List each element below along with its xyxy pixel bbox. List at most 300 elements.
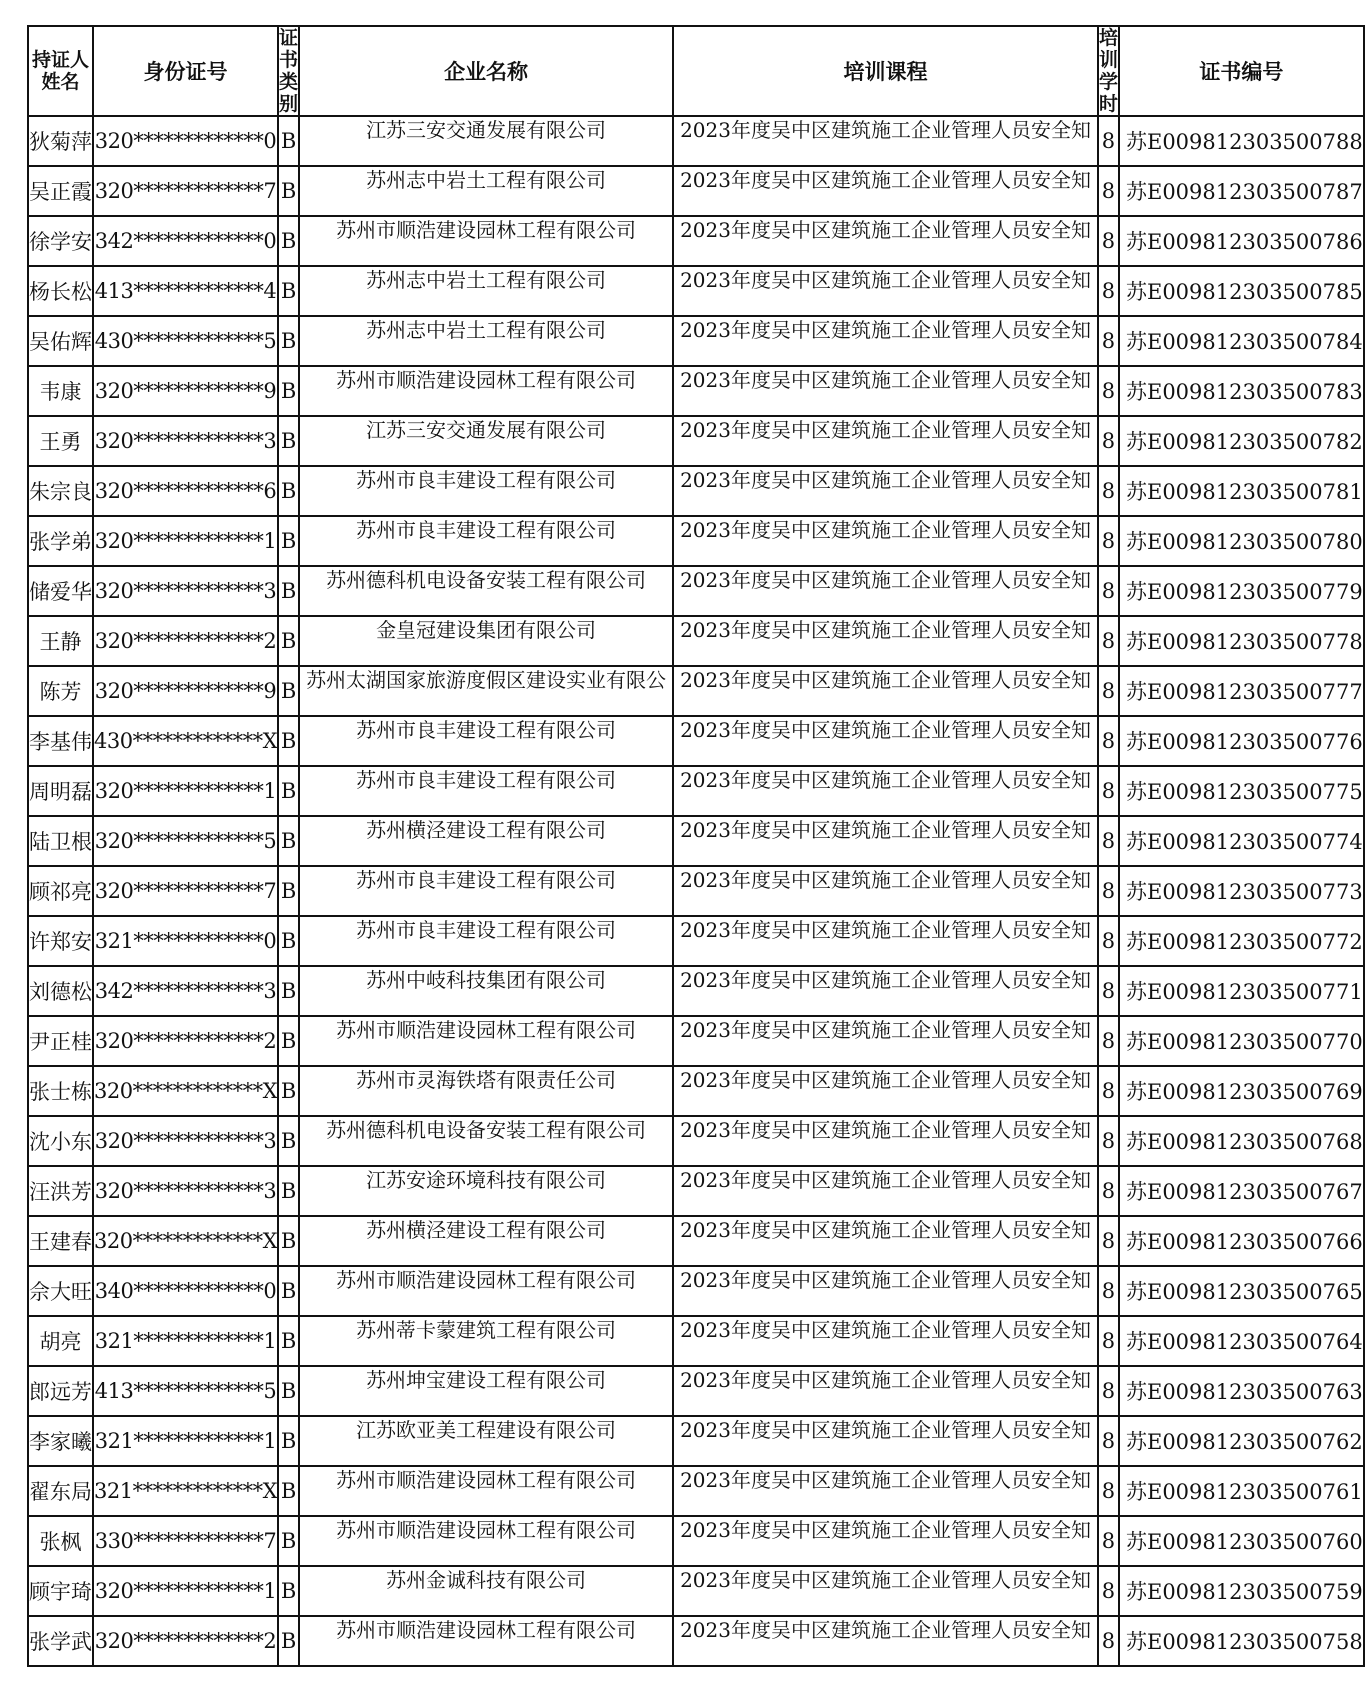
table-row (28, 1366, 1364, 1416)
cell-cert-number: 苏E009812303500775 (1119, 766, 1364, 816)
cell-course (673, 1266, 1098, 1316)
cell-id-number: 320*************3 (93, 416, 278, 466)
table-row (28, 216, 1364, 266)
cell-id-number: 321*************X (93, 1466, 278, 1516)
cell-cert-number: 苏E009812303500784 (1119, 316, 1364, 366)
cell-company (299, 566, 673, 616)
cell-holder-name: 刘德松 (28, 966, 93, 1016)
cell-course (673, 616, 1098, 666)
cell-id-number: 342*************0 (93, 216, 278, 266)
cell-company-text: 苏州志中岩土工程有限公司 (366, 168, 607, 192)
cell-training-hours: 8 (1098, 1016, 1119, 1066)
cell-cert-number: 苏E009812303500781 (1119, 466, 1364, 516)
cell-holder-name: 杨长松 (28, 266, 93, 316)
header-cert-number: 证书编号 (1119, 26, 1364, 116)
table-row (28, 866, 1364, 916)
header-holder-name-line2: 姓名 (41, 71, 80, 93)
cell-course-text: 2023年度吴中区建筑施工企业管理人员安全知 (680, 1218, 1091, 1242)
cell-company-text: 苏州中岐科技集团有限公司 (366, 968, 607, 992)
cell-holder-name: 朱宗良 (28, 466, 93, 516)
cell-cert-category: B (278, 966, 299, 1016)
cell-company (299, 916, 673, 966)
cell-company (299, 416, 673, 466)
cell-course (673, 1216, 1098, 1266)
cell-id-number: 320*************0 (93, 116, 278, 166)
cell-course-text: 2023年度吴中区建筑施工企业管理人员安全知 (680, 118, 1091, 142)
cell-cert-number: 苏E009812303500788 (1119, 116, 1364, 166)
cell-holder-name: 李基伟 (28, 716, 93, 766)
cell-training-hours: 8 (1098, 416, 1119, 466)
cell-company (299, 1316, 673, 1366)
cell-course-text: 2023年度吴中区建筑施工企业管理人员安全知 (680, 1318, 1091, 1342)
cell-cert-number: 苏E009812303500776 (1119, 716, 1364, 766)
cell-course (673, 1366, 1098, 1416)
cell-company-text: 苏州市顺浩建设园林工程有限公司 (336, 1268, 637, 1292)
cell-holder-name: 王勇 (28, 416, 93, 466)
cell-course (673, 1066, 1098, 1116)
cell-cert-number: 苏E009812303500773 (1119, 866, 1364, 916)
cell-cert-category: B (278, 166, 299, 216)
cell-cert-number: 苏E009812303500769 (1119, 1066, 1364, 1116)
cell-cert-number: 苏E009812303500770 (1119, 1016, 1364, 1066)
cell-holder-name: 王静 (28, 616, 93, 666)
table-row (28, 116, 1364, 166)
cell-company-text: 金皇冠建设集团有限公司 (376, 618, 597, 642)
cell-holder-name: 顾宇琦 (28, 1566, 93, 1616)
cell-company-text: 江苏欧亚美工程建设有限公司 (356, 1418, 617, 1442)
cell-course-text: 2023年度吴中区建筑施工企业管理人员安全知 (680, 168, 1091, 192)
table-row (28, 1566, 1364, 1616)
cell-course-text: 2023年度吴中区建筑施工企业管理人员安全知 (680, 518, 1091, 542)
cell-course-text: 2023年度吴中区建筑施工企业管理人员安全知 (680, 418, 1091, 442)
cell-cert-category: B (278, 816, 299, 866)
cell-course (673, 1416, 1098, 1466)
cell-company-text: 苏州太湖国家旅游度假区建设实业有限公 (306, 668, 667, 692)
header-training-hours-line1: 培训 (1098, 27, 1118, 71)
cell-course (673, 1116, 1098, 1166)
cell-company-text: 苏州德科机电设备安装工程有限公司 (326, 1118, 647, 1142)
cell-cert-category: B (278, 716, 299, 766)
table-row (28, 1266, 1364, 1316)
cell-id-number: 320*************9 (93, 366, 278, 416)
table-row (28, 316, 1364, 366)
header-training-hours-line2: 学时 (1098, 71, 1118, 115)
cell-company (299, 816, 673, 866)
cell-cert-number: 苏E009812303500758 (1119, 1616, 1364, 1666)
cell-company-text: 苏州市顺浩建设园林工程有限公司 (336, 368, 637, 392)
cell-course-text: 2023年度吴中区建筑施工企业管理人员安全知 (680, 218, 1091, 242)
cell-course (673, 1616, 1098, 1666)
cell-company (299, 166, 673, 216)
cell-course (673, 116, 1098, 166)
cell-id-number: 320*************2 (93, 616, 278, 666)
header-row (28, 26, 1364, 116)
cell-holder-name: 吴佑辉 (28, 316, 93, 366)
cell-id-number: 321*************0 (93, 916, 278, 966)
table-body (28, 116, 1364, 1666)
cell-training-hours: 8 (1098, 666, 1119, 716)
cell-training-hours: 8 (1098, 1066, 1119, 1116)
cell-training-hours: 8 (1098, 866, 1119, 916)
cell-cert-number: 苏E009812303500786 (1119, 216, 1364, 266)
cell-company-text: 苏州市顺浩建设园林工程有限公司 (336, 218, 637, 242)
cell-cert-number: 苏E009812303500783 (1119, 366, 1364, 416)
cell-cert-category: B (278, 1016, 299, 1066)
cell-training-hours: 8 (1098, 1166, 1119, 1216)
table-row (28, 666, 1364, 716)
cell-cert-category: B (278, 1116, 299, 1166)
cell-cert-category: B (278, 616, 299, 666)
cell-course-text: 2023年度吴中区建筑施工企业管理人员安全知 (680, 1268, 1091, 1292)
cell-company (299, 866, 673, 916)
table-row (28, 366, 1364, 416)
cell-training-hours: 8 (1098, 216, 1119, 266)
table-row (28, 766, 1364, 816)
cell-cert-category: B (278, 1166, 299, 1216)
cell-holder-name: 陆卫根 (28, 816, 93, 866)
cell-id-number: 320*************X (93, 1066, 278, 1116)
cell-id-number: 320*************1 (93, 516, 278, 566)
table-row (28, 1216, 1364, 1266)
cell-course (673, 716, 1098, 766)
cell-cert-number: 苏E009812303500778 (1119, 616, 1364, 666)
cell-company (299, 1116, 673, 1166)
cell-course-text: 2023年度吴中区建筑施工企业管理人员安全知 (680, 568, 1091, 592)
cell-company (299, 1466, 673, 1516)
cell-id-number: 320*************1 (93, 766, 278, 816)
cell-course (673, 1566, 1098, 1616)
cell-course (673, 916, 1098, 966)
cell-course-text: 2023年度吴中区建筑施工企业管理人员安全知 (680, 368, 1091, 392)
cell-company-text: 苏州蒂卡蒙建筑工程有限公司 (356, 1318, 617, 1342)
table-row (28, 466, 1364, 516)
cell-company (299, 1066, 673, 1116)
cell-id-number: 413*************5 (93, 1366, 278, 1416)
cell-course-text: 2023年度吴中区建筑施工企业管理人员安全知 (680, 1068, 1091, 1092)
cell-cert-category: B (278, 1216, 299, 1266)
cell-cert-number: 苏E009812303500787 (1119, 166, 1364, 216)
cell-cert-category: B (278, 1516, 299, 1566)
cell-company-text: 苏州坤宝建设工程有限公司 (366, 1368, 607, 1392)
cell-company-text: 苏州市良丰建设工程有限公司 (356, 518, 617, 542)
table-row (28, 1016, 1364, 1066)
cell-id-number: 413*************4 (93, 266, 278, 316)
cell-cert-category: B (278, 1466, 299, 1516)
cell-company-text: 苏州市灵海铁塔有限责任公司 (356, 1068, 617, 1092)
cell-id-number: 342*************3 (93, 966, 278, 1016)
cell-training-hours: 8 (1098, 1466, 1119, 1516)
cell-company (299, 716, 673, 766)
cell-course (673, 566, 1098, 616)
cell-cert-number: 苏E009812303500767 (1119, 1166, 1364, 1216)
cell-course-text: 2023年度吴中区建筑施工企业管理人员安全知 (680, 468, 1091, 492)
cell-course-text: 2023年度吴中区建筑施工企业管理人员安全知 (680, 1168, 1091, 1192)
cell-course (673, 1466, 1098, 1516)
cell-training-hours: 8 (1098, 1316, 1119, 1366)
cell-course-text: 2023年度吴中区建筑施工企业管理人员安全知 (680, 868, 1091, 892)
cell-company (299, 316, 673, 366)
cell-training-hours: 8 (1098, 1616, 1119, 1666)
cell-holder-name: 周明磊 (28, 766, 93, 816)
cell-id-number: 320*************2 (93, 1016, 278, 1066)
cell-course-text: 2023年度吴中区建筑施工企业管理人员安全知 (680, 318, 1091, 342)
cell-company (299, 216, 673, 266)
cell-company-text: 苏州市良丰建设工程有限公司 (356, 768, 617, 792)
cell-holder-name: 陈芳 (28, 666, 93, 716)
cell-company (299, 1516, 673, 1566)
cell-company-text: 苏州市良丰建设工程有限公司 (356, 718, 617, 742)
cell-id-number: 320*************X (93, 1216, 278, 1266)
cell-cert-category: B (278, 666, 299, 716)
cell-cert-number: 苏E009812303500766 (1119, 1216, 1364, 1266)
cell-course-text: 2023年度吴中区建筑施工企业管理人员安全知 (680, 268, 1091, 292)
cell-training-hours: 8 (1098, 316, 1119, 366)
cell-cert-category: B (278, 566, 299, 616)
cell-cert-category: B (278, 316, 299, 366)
cell-training-hours: 8 (1098, 966, 1119, 1016)
table-row (28, 516, 1364, 566)
table-row (28, 1416, 1364, 1466)
cell-cert-category: B (278, 116, 299, 166)
cell-holder-name: 郎远芳 (28, 1366, 93, 1416)
cell-id-number: 321*************1 (93, 1416, 278, 1466)
cell-id-number: 320*************3 (93, 1116, 278, 1166)
cell-holder-name: 翟东局 (28, 1466, 93, 1516)
table-row (28, 966, 1364, 1016)
cell-company (299, 1416, 673, 1466)
cell-company (299, 1216, 673, 1266)
cell-company-text: 苏州志中岩土工程有限公司 (366, 318, 607, 342)
cell-course-text: 2023年度吴中区建筑施工企业管理人员安全知 (680, 718, 1091, 742)
cell-holder-name: 张学弟 (28, 516, 93, 566)
cell-training-hours: 8 (1098, 1416, 1119, 1466)
table-row (28, 1316, 1364, 1366)
table-row (28, 1466, 1364, 1516)
cell-course-text: 2023年度吴中区建筑施工企业管理人员安全知 (680, 1468, 1091, 1492)
cell-holder-name: 顾祁亮 (28, 866, 93, 916)
cell-cert-number: 苏E009812303500763 (1119, 1366, 1364, 1416)
cell-holder-name: 张学武 (28, 1616, 93, 1666)
cell-course-text: 2023年度吴中区建筑施工企业管理人员安全知 (680, 668, 1091, 692)
cell-cert-category: B (278, 916, 299, 966)
cell-course-text: 2023年度吴中区建筑施工企业管理人员安全知 (680, 768, 1091, 792)
cell-course-text: 2023年度吴中区建筑施工企业管理人员安全知 (680, 1568, 1091, 1592)
cell-holder-name: 胡亮 (28, 1316, 93, 1366)
cell-cert-category: B (278, 1416, 299, 1466)
cell-training-hours: 8 (1098, 166, 1119, 216)
cell-course (673, 666, 1098, 716)
cell-course (673, 1516, 1098, 1566)
cell-id-number: 320*************7 (93, 866, 278, 916)
cell-cert-number: 苏E009812303500762 (1119, 1416, 1364, 1466)
cell-company (299, 666, 673, 716)
cell-course-text: 2023年度吴中区建筑施工企业管理人员安全知 (680, 1518, 1091, 1542)
table-row (28, 416, 1364, 466)
cell-company (299, 116, 673, 166)
cell-company-text: 苏州市顺浩建设园林工程有限公司 (336, 1018, 637, 1042)
cell-training-hours: 8 (1098, 116, 1119, 166)
cell-company (299, 1016, 673, 1066)
cell-company (299, 1566, 673, 1616)
cell-id-number: 430*************5 (93, 316, 278, 366)
cell-company-text: 苏州德科机电设备安装工程有限公司 (326, 568, 647, 592)
cell-id-number: 340*************0 (93, 1266, 278, 1316)
cell-cert-category: B (278, 1266, 299, 1316)
cell-course (673, 816, 1098, 866)
cell-company-text: 江苏三安交通发展有限公司 (366, 418, 607, 442)
cell-company (299, 616, 673, 666)
cell-training-hours: 8 (1098, 716, 1119, 766)
certificate-table (27, 25, 1365, 1667)
table-row (28, 916, 1364, 966)
cell-id-number: 320*************2 (93, 1616, 278, 1666)
cell-cert-number: 苏E009812303500759 (1119, 1566, 1364, 1616)
cell-cert-number: 苏E009812303500760 (1119, 1516, 1364, 1566)
header-cert-category (278, 26, 299, 116)
cell-id-number: 320*************3 (93, 1166, 278, 1216)
cell-company (299, 466, 673, 516)
cell-cert-category: B (278, 866, 299, 916)
cell-company-text: 江苏三安交通发展有限公司 (366, 118, 607, 142)
cell-company (299, 966, 673, 1016)
cell-course (673, 766, 1098, 816)
cell-cert-number: 苏E009812303500782 (1119, 416, 1364, 466)
cell-course (673, 1166, 1098, 1216)
cell-holder-name: 沈小东 (28, 1116, 93, 1166)
cell-company (299, 1616, 673, 1666)
cell-company-text: 苏州市顺浩建设园林工程有限公司 (336, 1618, 637, 1642)
cell-cert-number: 苏E009812303500768 (1119, 1116, 1364, 1166)
cell-course (673, 366, 1098, 416)
cell-company (299, 516, 673, 566)
cell-course (673, 266, 1098, 316)
table-row (28, 1516, 1364, 1566)
cell-cert-category: B (278, 1616, 299, 1666)
cell-id-number: 320*************6 (93, 466, 278, 516)
cell-training-hours: 8 (1098, 516, 1119, 566)
cell-holder-name: 汪洪芳 (28, 1166, 93, 1216)
table-header (28, 26, 1364, 116)
cell-company (299, 366, 673, 416)
table-row (28, 566, 1364, 616)
cell-holder-name: 狄菊萍 (28, 116, 93, 166)
table-row (28, 816, 1364, 866)
header-holder-name-line1: 持证人 (31, 49, 89, 71)
cell-id-number: 430*************X (93, 716, 278, 766)
cell-company-text: 苏州市良丰建设工程有限公司 (356, 468, 617, 492)
cell-course (673, 416, 1098, 466)
cell-training-hours: 8 (1098, 766, 1119, 816)
cell-holder-name: 许郑安 (28, 916, 93, 966)
cell-course (673, 166, 1098, 216)
cell-company (299, 766, 673, 816)
cell-holder-name: 张士栋 (28, 1066, 93, 1116)
cell-course-text: 2023年度吴中区建筑施工企业管理人员安全知 (680, 1418, 1091, 1442)
header-course: 培训课程 (673, 26, 1098, 116)
cell-training-hours: 8 (1098, 466, 1119, 516)
cell-holder-name: 佘大旺 (28, 1266, 93, 1316)
cell-course-text: 2023年度吴中区建筑施工企业管理人员安全知 (680, 1118, 1091, 1142)
cell-cert-number: 苏E009812303500765 (1119, 1266, 1364, 1316)
table-row (28, 166, 1364, 216)
cell-cert-number: 苏E009812303500777 (1119, 666, 1364, 716)
cell-cert-number: 苏E009812303500761 (1119, 1466, 1364, 1516)
cell-id-number: 321*************1 (93, 1316, 278, 1366)
cell-cert-category: B (278, 366, 299, 416)
cell-holder-name: 李家曦 (28, 1416, 93, 1466)
cell-course (673, 216, 1098, 266)
cell-holder-name: 张枫 (28, 1516, 93, 1566)
cell-course-text: 2023年度吴中区建筑施工企业管理人员安全知 (680, 1618, 1091, 1642)
cell-cert-category: B (278, 1066, 299, 1116)
cell-company-text: 苏州市良丰建设工程有限公司 (356, 918, 617, 942)
cell-training-hours: 8 (1098, 566, 1119, 616)
cell-cert-category: B (278, 1366, 299, 1416)
header-cert-category-line2: 类别 (279, 71, 299, 115)
cell-holder-name: 王建春 (28, 1216, 93, 1266)
cell-company-text: 江苏安途环境科技有限公司 (366, 1168, 607, 1192)
cell-company (299, 1366, 673, 1416)
cell-holder-name: 徐学安 (28, 216, 93, 266)
cell-training-hours: 8 (1098, 916, 1119, 966)
cell-id-number: 320*************3 (93, 566, 278, 616)
cell-company (299, 1266, 673, 1316)
cell-cert-category: B (278, 766, 299, 816)
table-row (28, 1616, 1364, 1666)
cell-company-text: 苏州市顺浩建设园林工程有限公司 (336, 1468, 637, 1492)
table-row (28, 716, 1364, 766)
cell-course (673, 1316, 1098, 1366)
table-row (28, 1166, 1364, 1216)
cell-training-hours: 8 (1098, 1216, 1119, 1266)
table-row (28, 1116, 1364, 1166)
cell-company (299, 1166, 673, 1216)
cell-company-text: 苏州金诚科技有限公司 (386, 1568, 587, 1592)
cell-id-number: 330*************7 (93, 1516, 278, 1566)
cell-course-text: 2023年度吴中区建筑施工企业管理人员安全知 (680, 618, 1091, 642)
cell-course (673, 516, 1098, 566)
cell-id-number: 320*************9 (93, 666, 278, 716)
cell-training-hours: 8 (1098, 1266, 1119, 1316)
cell-cert-number: 苏E009812303500771 (1119, 966, 1364, 1016)
cell-cert-number: 苏E009812303500772 (1119, 916, 1364, 966)
cell-course (673, 316, 1098, 366)
cell-holder-name: 储爱华 (28, 566, 93, 616)
cell-cert-number: 苏E009812303500764 (1119, 1316, 1364, 1366)
cell-training-hours: 8 (1098, 1516, 1119, 1566)
cell-company-text: 苏州横泾建设工程有限公司 (366, 1218, 607, 1242)
cell-cert-category: B (278, 466, 299, 516)
table-row (28, 1066, 1364, 1116)
cell-course (673, 1016, 1098, 1066)
cell-company (299, 266, 673, 316)
cell-cert-number: 苏E009812303500785 (1119, 266, 1364, 316)
cell-course-text: 2023年度吴中区建筑施工企业管理人员安全知 (680, 918, 1091, 942)
cell-company-text: 苏州志中岩土工程有限公司 (366, 268, 607, 292)
cell-cert-category: B (278, 216, 299, 266)
cell-training-hours: 8 (1098, 616, 1119, 666)
cell-company-text: 苏州市良丰建设工程有限公司 (356, 868, 617, 892)
cell-cert-category: B (278, 1316, 299, 1366)
header-cert-category-line1: 证书 (279, 27, 299, 71)
cell-course (673, 966, 1098, 1016)
header-holder-name (28, 26, 93, 116)
cell-course (673, 866, 1098, 916)
cell-training-hours: 8 (1098, 1566, 1119, 1616)
header-training-hours (1098, 26, 1119, 116)
cell-cert-category: B (278, 416, 299, 466)
cell-training-hours: 8 (1098, 266, 1119, 316)
